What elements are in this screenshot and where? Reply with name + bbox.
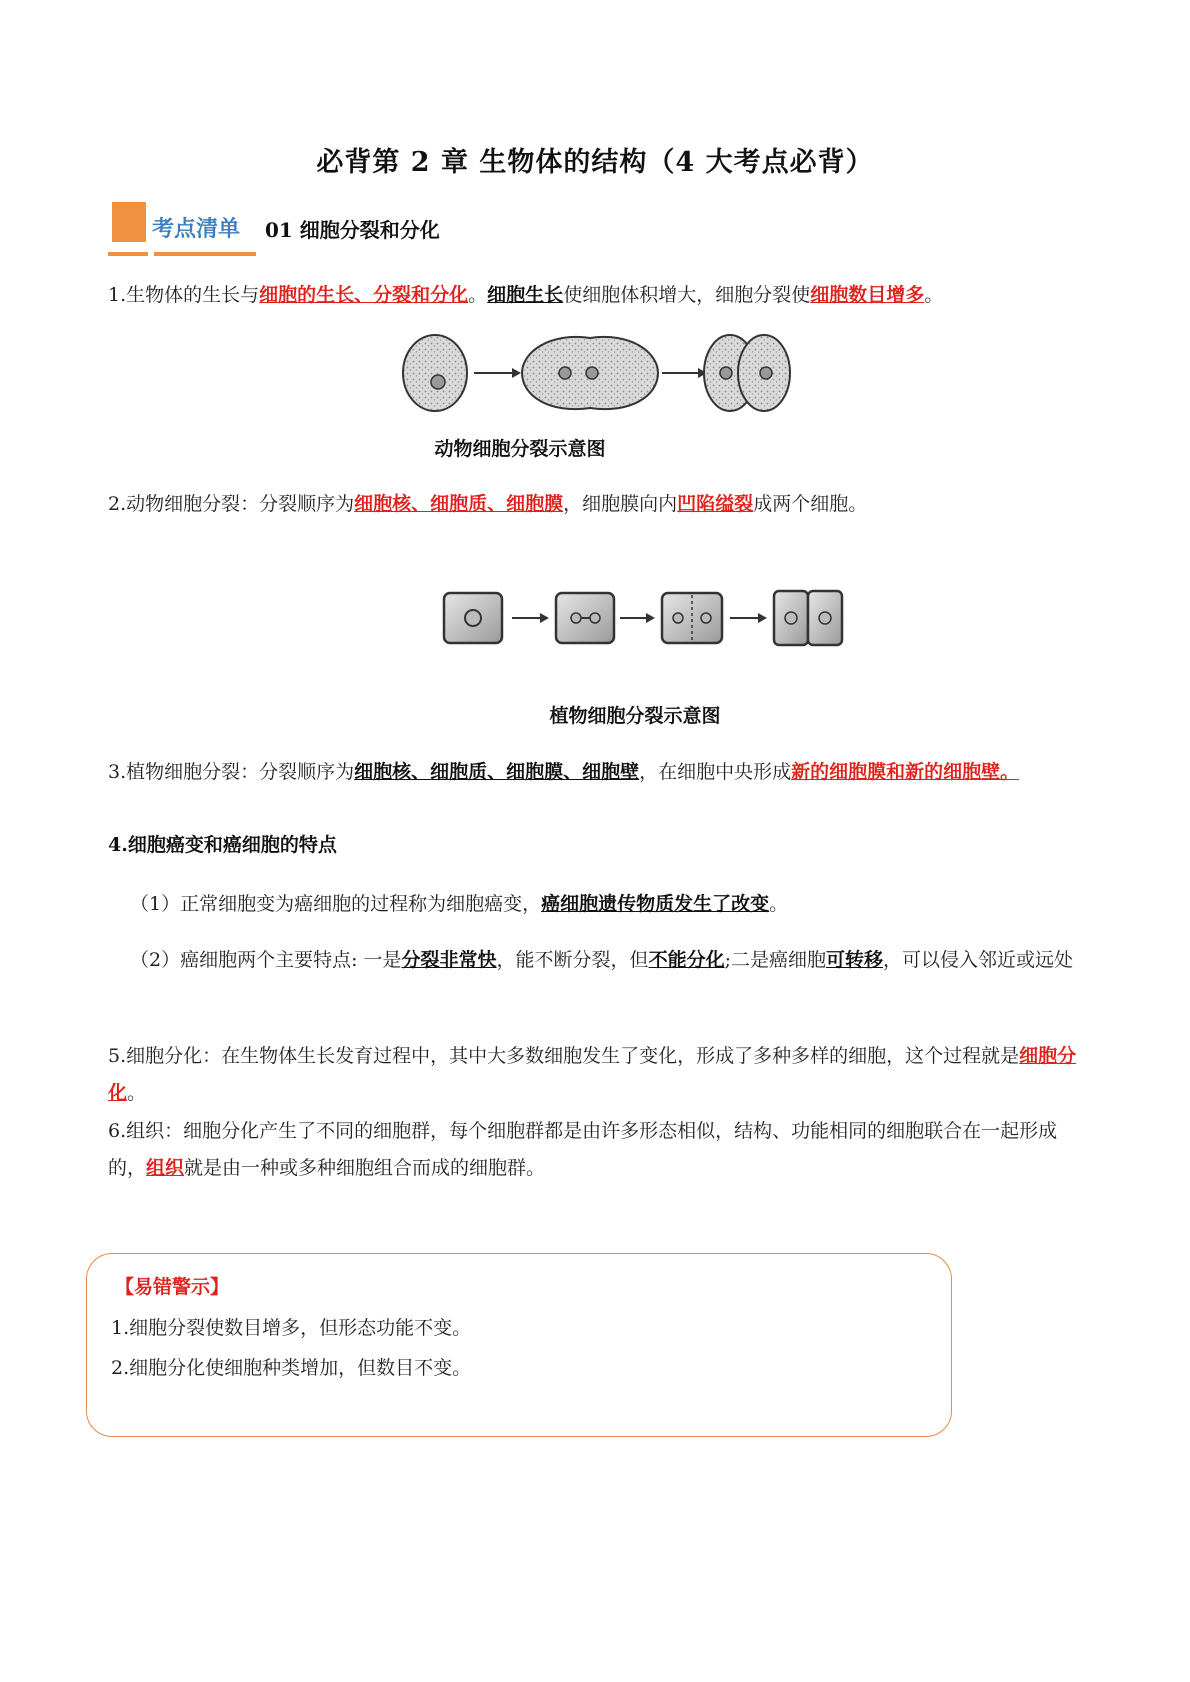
section-marker bbox=[112, 202, 146, 242]
figure-2-caption: 植物细胞分裂示意图 bbox=[549, 705, 721, 727]
paragraph-6 bbox=[108, 1113, 1083, 1187]
page-title: 必背第 2 章 生物体的结构（4 大考点必背） bbox=[316, 147, 874, 178]
plant-cell-division-figure bbox=[440, 585, 860, 655]
text: （2）癌细胞两个主要特点: 一是 bbox=[130, 949, 402, 971]
text: 就是由一种或多种细胞组合而成的细胞群。 bbox=[184, 1157, 546, 1179]
key-term: 细胞生长 bbox=[487, 284, 564, 306]
warning-item: 1.细胞分裂使数目增多，但形态功能不变。 bbox=[111, 1317, 472, 1339]
text: 6.组织：细胞分化产生了不同的细胞群，每个细胞群都是由许多形态相似，结构、功能相同的细胞联合在一起形成的， bbox=[108, 1120, 1058, 1179]
arrow-head bbox=[758, 613, 767, 623]
text: 3.植物细胞分裂：分裂顺序为 bbox=[108, 761, 355, 783]
nucleus bbox=[590, 613, 600, 623]
warning-item: 2.细胞分化使细胞种类增加，但数目不变。 bbox=[111, 1357, 472, 1379]
key-term: 可转移 bbox=[825, 949, 883, 971]
plant-cell-stage-3 bbox=[662, 593, 722, 643]
nucleus bbox=[760, 367, 772, 379]
section-underline-right bbox=[154, 252, 256, 256]
warning-box bbox=[86, 1253, 952, 1437]
animal-cell-division-figure bbox=[400, 330, 800, 420]
text: 1.生物体的生长与 bbox=[108, 284, 260, 306]
text: ，能不断分裂，但 bbox=[496, 949, 649, 971]
text: 使细胞体积增大，细胞分裂使 bbox=[563, 284, 811, 306]
nucleus bbox=[720, 367, 732, 379]
nucleus bbox=[559, 367, 571, 379]
text: ，细胞膜向内 bbox=[563, 493, 678, 515]
text: 5.细胞分化：在生物体生长发育过程中，其中大多数细胞发生了变化，形成了多种多样的细胞，这个过程就是 bbox=[108, 1045, 1020, 1067]
section-topic: 01 细胞分裂和分化 bbox=[265, 218, 440, 242]
nucleus bbox=[586, 367, 598, 379]
paragraph-5 bbox=[108, 1038, 1083, 1112]
nucleus bbox=[431, 375, 445, 389]
text: 。 bbox=[924, 284, 944, 306]
text: 2.动物细胞分裂：分裂顺序为 bbox=[108, 493, 355, 515]
section-label: 考点清单 bbox=[152, 217, 241, 242]
key-term: 细胞核、细胞质、细胞膜、细胞壁 bbox=[354, 761, 640, 783]
key-term: 细胞分化 bbox=[108, 1045, 1077, 1104]
warning-title: 【易错警示】 bbox=[115, 1276, 230, 1298]
text: ，可以侵入邻近或远处 bbox=[883, 949, 1074, 971]
text: 。 bbox=[127, 1082, 147, 1104]
arrow-head bbox=[646, 613, 655, 623]
paragraph-1 bbox=[108, 277, 1083, 314]
nucleus bbox=[465, 610, 481, 626]
key-term: 新的细胞膜和新的细胞壁。 bbox=[791, 761, 1020, 783]
figure-1-caption: 动物细胞分裂示意图 bbox=[434, 438, 606, 460]
paragraph-2 bbox=[108, 486, 1083, 523]
key-term: 细胞的生长、分裂和分化 bbox=[259, 284, 469, 306]
text: 成两个细胞。 bbox=[753, 493, 868, 515]
text: （1）正常细胞变为癌细胞的过程称为细胞癌变， bbox=[130, 893, 542, 915]
text: 。 bbox=[468, 284, 488, 306]
text: 。 bbox=[769, 893, 789, 915]
nucleus bbox=[673, 613, 683, 623]
arrow-head bbox=[512, 368, 521, 378]
section-header bbox=[108, 200, 568, 262]
heading-4: 4.细胞癌变和癌细胞的特点 bbox=[108, 834, 337, 856]
paragraph-4-1 bbox=[130, 886, 1085, 923]
paragraph-3 bbox=[108, 754, 1083, 791]
key-term: 分裂非常快 bbox=[401, 949, 497, 971]
key-term: 不能分化 bbox=[648, 949, 725, 971]
section-underline-left bbox=[108, 252, 148, 256]
nucleus bbox=[785, 612, 797, 624]
paragraph-4-2 bbox=[108, 942, 1083, 979]
nucleus bbox=[701, 613, 711, 623]
animal-cell-stage-1 bbox=[403, 335, 467, 411]
key-term: 组织 bbox=[146, 1157, 185, 1179]
key-term: 细胞数目增多 bbox=[810, 284, 925, 306]
nucleus bbox=[819, 612, 831, 624]
nucleus bbox=[571, 613, 581, 623]
arrow-head bbox=[540, 613, 549, 623]
key-term: 凹陷缢裂 bbox=[677, 493, 754, 515]
text: ，在细胞中央形成 bbox=[639, 761, 792, 783]
text: ;二是癌细胞 bbox=[724, 949, 826, 971]
key-term: 细胞核、细胞质、细胞膜 bbox=[354, 493, 564, 515]
key-term: 癌细胞遗传物质发生了改变 bbox=[541, 893, 770, 915]
